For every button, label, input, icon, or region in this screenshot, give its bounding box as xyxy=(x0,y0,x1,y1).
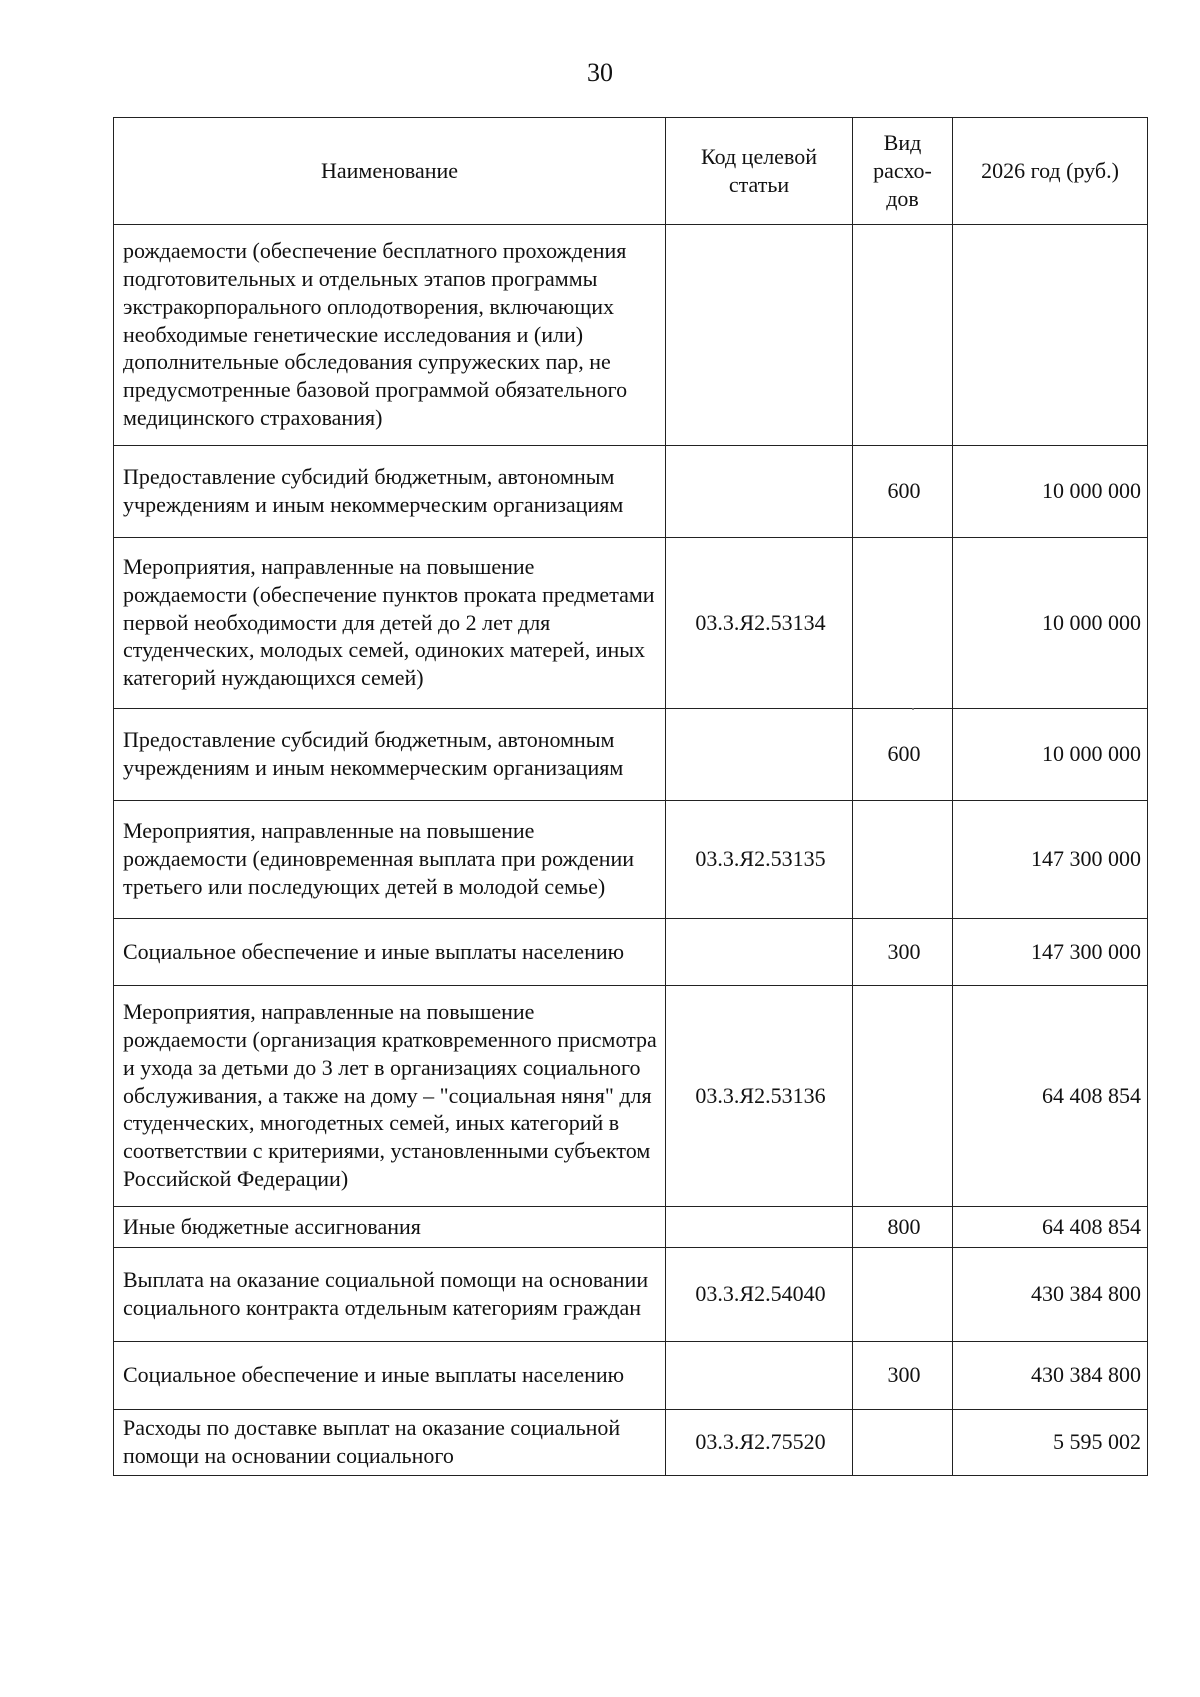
row-expense-type-cell: 600 xyxy=(853,709,953,801)
row-expense-type-cell: 300 xyxy=(853,1342,953,1410)
row-name-cell: Мероприятия, направленные на повышение рождаемости (обеспечение пунктов проката предметами первой необходимости для детей до 2 лет для студенческих, молодых семей, одиноких матерей, иных категорий нуждающихся семей) xyxy=(114,538,666,709)
row-amount-cell xyxy=(953,225,1148,446)
header-expense-type: Вид расхо-дов xyxy=(853,118,953,225)
table-row xyxy=(114,1342,1148,1410)
row-code-cell xyxy=(666,446,853,538)
row-expense-type-cell xyxy=(853,986,953,1207)
row-code-cell xyxy=(666,709,853,801)
table-header-row xyxy=(114,118,1148,225)
scan-speck xyxy=(912,708,914,710)
table-row xyxy=(114,801,1148,919)
row-name-cell: Мероприятия, направленные на повышение рождаемости (единовременная выплата при рождении третьего или последующих детей в молодой семье) xyxy=(114,801,666,919)
table-row xyxy=(114,709,1148,801)
row-expense-type-cell: 600 xyxy=(853,446,953,538)
row-amount-cell: 64 408 854 xyxy=(953,1207,1148,1248)
row-code-cell xyxy=(666,1342,853,1410)
row-code-cell: 03.3.Я2.53134 xyxy=(666,538,853,709)
row-code-cell xyxy=(666,225,853,446)
row-code-cell: 03.3.Я2.53135 xyxy=(666,801,853,919)
row-name-cell: Расходы по доставке выплат на оказание социальной помощи на основании социального xyxy=(114,1410,666,1476)
row-expense-type-cell xyxy=(853,538,953,709)
table-row xyxy=(114,986,1148,1207)
row-name-cell: Иные бюджетные ассигнования xyxy=(114,1207,666,1248)
row-code-cell: 03.3.Я2.54040 xyxy=(666,1248,853,1342)
table-row xyxy=(114,225,1148,446)
page-number: 30 xyxy=(587,58,613,87)
row-name-cell: Предоставление субсидий бюджетным, автономным учреждениям и иным некоммерческим организациям xyxy=(114,709,666,801)
row-expense-type-cell: 800 xyxy=(853,1207,953,1248)
row-name-cell: Предоставление субсидий бюджетным, автономным учреждениям и иным некоммерческим организациям xyxy=(114,446,666,538)
row-amount-cell: 10 000 000 xyxy=(953,709,1148,801)
row-amount-cell: 5 595 002 xyxy=(953,1410,1148,1476)
header-code: Код целевой статьи xyxy=(666,118,853,225)
table-row xyxy=(114,1207,1148,1248)
header-name: Наименование xyxy=(114,118,666,225)
row-name-cell: Социальное обеспечение и иные выплаты населению xyxy=(114,919,666,986)
budget-table xyxy=(113,117,1148,1476)
row-amount-cell: 430 384 800 xyxy=(953,1342,1148,1410)
row-code-cell xyxy=(666,919,853,986)
table-row xyxy=(114,446,1148,538)
row-amount-cell: 64 408 854 xyxy=(953,986,1148,1207)
row-expense-type-cell: 300 xyxy=(853,919,953,986)
row-code-cell: 03.3.Я2.75520 xyxy=(666,1410,853,1476)
table-row xyxy=(114,1248,1148,1342)
row-amount-cell: 10 000 000 xyxy=(953,446,1148,538)
row-amount-cell: 430 384 800 xyxy=(953,1248,1148,1342)
row-amount-cell: 147 300 000 xyxy=(953,919,1148,986)
row-name-cell: Социальное обеспечение и иные выплаты населению xyxy=(114,1342,666,1410)
row-expense-type-cell xyxy=(853,1248,953,1342)
row-expense-type-cell xyxy=(853,1410,953,1476)
header-amount-2026: 2026 год (руб.) xyxy=(953,118,1148,225)
row-amount-cell: 147 300 000 xyxy=(953,801,1148,919)
row-code-cell: 03.3.Я2.53136 xyxy=(666,986,853,1207)
row-name-cell: рождаемости (обеспечение бесплатного прохождения подготовительных и отдельных этапов программы экстракорпорального оплодотворения, включающих необходимые генетические исследования и (или) дополнительные обследования супружеских пар, не предусмотренные базовой программой обязательного медицинского страхования) xyxy=(114,225,666,446)
table-row xyxy=(114,919,1148,986)
table-row xyxy=(114,538,1148,709)
row-amount-cell: 10 000 000 xyxy=(953,538,1148,709)
row-name-cell: Выплата на оказание социальной помощи на основании социального контракта отдельным категориям граждан xyxy=(114,1248,666,1342)
row-name-cell: Мероприятия, направленные на повышение рождаемости (организация кратковременного присмотра и ухода за детьми до 3 лет в организациях социального обслуживания, а также на дому – "социальная няня" для студенческих, многодетных семей, иных категорий в соответствии с критериями, установленными субъектом Российской Федерации) xyxy=(114,986,666,1207)
table-row xyxy=(114,1410,1148,1476)
row-expense-type-cell xyxy=(853,801,953,919)
row-expense-type-cell xyxy=(853,225,953,446)
table-body xyxy=(114,225,1148,1476)
row-code-cell xyxy=(666,1207,853,1248)
